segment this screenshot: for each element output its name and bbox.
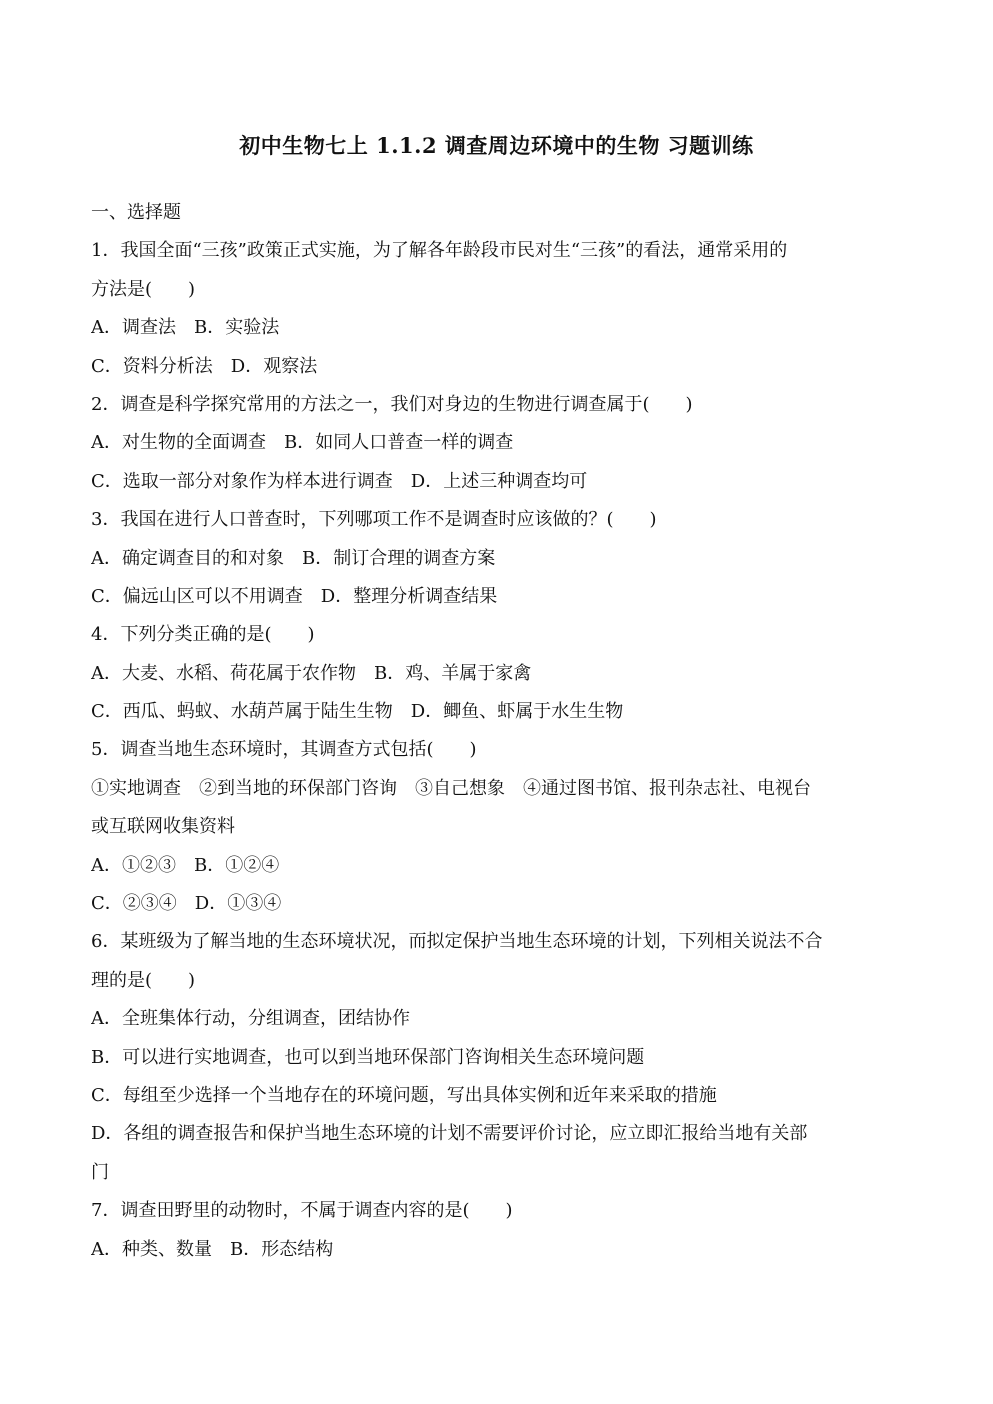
- question-2: [91, 386, 903, 501]
- option-d: D．整理分析调查结果: [320, 585, 498, 607]
- question-5-stem-line-1: 5．调查当地生态环境时，其调查方式包括( ): [91, 739, 477, 761]
- option-d: D．观察法: [230, 355, 318, 377]
- option-b: B．①②④: [194, 854, 280, 876]
- option-b: B．可以进行实地调查，也可以到当地环保部门咨询相关生态环境问题: [91, 1046, 645, 1068]
- option-b: B．如同人口普查一样的调查: [284, 432, 514, 454]
- document-title: 初中生物七上 1.1.2 调查周边环境中的生物 习题训练: [239, 133, 754, 158]
- option-a: A．①②③: [91, 854, 176, 876]
- question-4: [91, 616, 903, 731]
- option-d: D．鲫鱼、虾属于水生生物: [410, 701, 624, 723]
- question-4-options-row-1: [91, 655, 903, 693]
- option-c: C．②③④: [91, 893, 177, 915]
- option-c: C．偏远山区可以不用调查: [91, 585, 303, 607]
- question-3-options-row-2: [91, 578, 903, 616]
- option-a: A．全班集体行动，分组调查，团结协作: [91, 1008, 410, 1030]
- question-3-options-row-1: [91, 540, 903, 578]
- question-5-stem-line-3: 或互联网收集资料: [91, 816, 235, 838]
- question-7-stem-line-1: 7．调查田野里的动物时，不属于调查内容的是( ): [91, 1200, 513, 1222]
- option-c: C．资料分析法: [91, 355, 213, 377]
- option-b: B．鸡、羊属于家禽: [374, 662, 532, 684]
- question-7: [91, 1192, 903, 1269]
- option-a: A．调查法: [91, 317, 176, 339]
- option-a: A．确定调查目的和对象: [91, 547, 284, 569]
- question-6-stem-line-2: 理的是( ): [91, 969, 196, 991]
- question-1-stem-line-1: 1．我国全面“三孩”政策正式实施，为了解各年龄段市民对生“三孩”的看法，通常采用的: [91, 240, 788, 262]
- question-5: [91, 731, 903, 923]
- option-b: B．实验法: [194, 317, 280, 339]
- section-heading: 一、选择题: [91, 202, 181, 223]
- question-3: [91, 501, 903, 616]
- question-1-options-row-2: [91, 348, 903, 386]
- question-5-options-row-1: [91, 847, 903, 885]
- question-7-options-row-1: [91, 1231, 903, 1269]
- option-a: A．大麦、水稻、荷花属于农作物: [91, 662, 356, 684]
- question-6-stem-line-1: 6．某班级为了解当地的生态环境状况，而拟定保护当地生态环境的计划，下列相关说法不合: [91, 931, 823, 953]
- option-b: B．制订合理的调查方案: [302, 547, 496, 569]
- question-2-options-row-1: [91, 424, 903, 462]
- option-c: C．西瓜、蚂蚁、水葫芦属于陆生生物: [91, 701, 393, 723]
- question-4-stem-line-1: 4．下列分类正确的是( ): [91, 624, 315, 646]
- option-c: C．选取一部分对象作为样本进行调查: [91, 470, 393, 492]
- option-c: C．每组至少选择一个当地存在的环境问题，写出具体实例和近年来采取的措施: [91, 1084, 717, 1106]
- option-d-continued: 门: [91, 1161, 109, 1183]
- option-d: D．①③④: [194, 893, 282, 915]
- question-4-options-row-2: [91, 693, 903, 731]
- question-5-options-row-2: [91, 885, 903, 923]
- option-a: A．对生物的全面调查: [91, 432, 266, 454]
- option-b: B．形态结构: [230, 1238, 334, 1260]
- option-a: A．种类、数量: [91, 1238, 212, 1260]
- question-5-stem-line-2: ①实地调查 ②到当地的环保部门咨询 ③自己想象 ④通过图书馆、报刊杂志社、电视台: [91, 777, 811, 799]
- option-d: D．上述三种调查均可: [410, 470, 588, 492]
- option-d: D．各组的调查报告和保护当地生态环境的计划不需要评价讨论，应立即汇报给当地有关部: [91, 1123, 808, 1145]
- question-1-stem-line-2: 方法是( ): [91, 278, 196, 300]
- question-1: [91, 232, 903, 386]
- question-2-options-row-2: [91, 463, 903, 501]
- question-6: [91, 923, 903, 1192]
- question-2-stem-line-1: 2．调查是科学探究常用的方法之一，我们对身边的生物进行调查属于( ): [91, 393, 693, 415]
- question-3-stem-line-1: 3．我国在进行人口普查时，下列哪项工作不是调查时应该做的？( ): [91, 509, 657, 531]
- document-body: [91, 194, 903, 1269]
- question-1-options-row-1: [91, 309, 903, 347]
